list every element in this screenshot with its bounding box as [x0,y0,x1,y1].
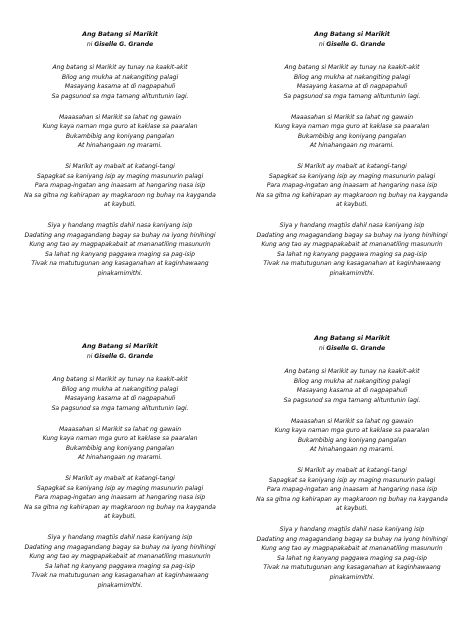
poem-author: ni Giselle G. Grande [318,344,386,352]
stanza-4 [240,525,464,583]
poem-line: at kaybuti. [335,505,369,513]
poem-line: Para mapag-ingatan ang inaasam at hangaring nasa isip [266,182,438,190]
poem-author: ni Giselle G. Grande [86,40,154,48]
stanza-2 [8,113,232,151]
stanza-4 [240,221,464,279]
poem-copy-bottom-right [240,334,464,593]
poem-line: Ang batang si Marikit ay tunay na kaakit-akit [52,376,188,384]
stanza-1 [240,63,464,101]
stanza-1 [8,375,232,413]
poem-header [240,334,464,353]
poem-line: Tivak na matutugunan ang kasaganahan at kaginhawaang [263,260,441,268]
stanza-1 [240,367,464,405]
stanza-4 [8,221,232,279]
poem-line: Siya y handang magtiis dahil nasa kaniyang isip [47,221,193,229]
poem-line: Maaasahan si Marikit sa lahat ng gawain [58,425,182,433]
poem-line: at kaybuti. [103,513,137,521]
poem-line: Ang batang si Marikit ay tunay na kaakit-akit [284,368,420,376]
poem-line: Maaasahan si Marikit sa lahat ng gawain [58,113,182,121]
stanza-3 [240,162,464,210]
poem-line: Si Marikit ay mabait at katangi-tangi [297,466,407,474]
poem-line: Bilog ang mukha at nakangiting palagi [61,385,179,393]
stanza-3 [8,162,232,210]
poem-copy-bottom-left [8,342,232,601]
poem-line: Sapagkat sa kaniyang isip ay maging masunurin palagi [36,172,204,180]
poem-line: Kung kaya naman mga guro at kaklase sa paaralan [274,427,430,435]
stanza-2 [240,417,464,455]
poem-line: Sa lahat ng kanyang paggawa maging sa pag-isip [45,562,195,570]
poem-line: Siya y handang magtiis dahil nasa kaniyang isip [47,533,193,541]
poem-line: Na sa gitna ng kahirapan ay magkaroon ng buhay na kayganda [256,191,448,199]
stanza-3 [240,466,464,514]
poem-line: Maaasahan si Marikit sa lahat ng gawain [290,417,414,425]
poem-line: Siya y handang magtiis dahil nasa kaniyang isip [279,221,425,229]
poem-header [8,342,232,361]
poem-line: Masayang kasama at di nagpapahuli [64,83,176,91]
poem-line: Bukambibig ang koniyang pangalan [297,132,407,140]
poem-line: Tivak na matutugunan ang kasaganahan at kaginhawaang [31,572,209,580]
poem-line: Sapagkat sa kaniyang isip ay maging masunurin palagi [36,484,204,492]
poem-author: ni Giselle G. Grande [318,40,386,48]
poem-line: Masayang kasama at di nagpapahuli [296,83,408,91]
poem-line: Maaasahan si Marikit sa lahat ng gawain [290,113,414,121]
poem-line: Sa lahat ng kanyang paggawa maging sa pag-isip [277,250,427,258]
poem-title: Ang Batang si Marikit [314,335,390,342]
poem-line: Dadating ang magagandang bagay sa buhay na iyong hinihingi [256,231,448,239]
poem-line: Si Marikit ay mabait at katangi-tangi [65,162,175,170]
poem-line: Na sa gitna ng kahirapan ay magkaroon ng buhay na kayganda [24,191,216,199]
poem-line: Masayang kasama at di nagpapahuli [296,387,408,395]
poem-line: Bukambibig ang koniyang pangalan [297,436,407,444]
poem-line: Ang batang si Marikit ay tunay na kaakit-akit [284,64,420,72]
stanza-3 [8,474,232,522]
poem-title: Ang Batang si Marikit [314,31,390,38]
poem-line: At hinahangaan ng marami. [309,142,395,150]
poem-line: Sa pagsunod sa mga tamang alituntunin lagi. [283,396,421,404]
poem-line: Bukambibig ang koniyang pangalan [65,132,175,140]
poem-line: At hinahangaan ng marami. [77,142,163,150]
poem-line: Na sa gitna ng kahirapan ay magkaroon ng buhay na kayganda [256,495,448,503]
stanza-4 [8,533,232,591]
poem-line: Kung kaya naman mga guro at kaklase sa paaralan [42,123,198,131]
poem-line: Sa lahat ng kanyang paggawa maging sa pag-isip [45,250,195,258]
poem-title: Ang Batang si Marikit [82,31,158,38]
poem-line: at kaybuti. [103,201,137,209]
poem-line: Sa pagsunod sa mga tamang alituntunin lagi. [51,404,189,412]
poem-line: pinakamimithi. [329,573,375,581]
poem-line: Para mapag-ingatan ang inaasam at hangaring nasa isip [34,494,206,502]
poem-line: Ang batang si Marikit ay tunay na kaakit-akit [52,64,188,72]
poem-line: Dadating ang magagandang bagay sa buhay na iyong hinihingi [24,543,216,551]
poem-line: Si Marikit ay mabait at katangi-tangi [65,474,175,482]
poem-line: pinakamimithi. [329,269,375,277]
poem-header [240,30,464,49]
stanza-1 [8,63,232,101]
poem-line: Para mapag-ingatan ang inaasam at hangaring nasa isip [266,486,438,494]
poem-line: Sapagkat sa kaniyang isip ay maging masunurin palagi [268,172,436,180]
poem-line: at kaybuti. [335,201,369,209]
stanza-2 [8,425,232,463]
poem-line: Na sa gitna ng kahirapan ay magkaroon ng buhay na kayganda [24,503,216,511]
poem-copy-top-right [240,30,464,289]
poem-author: ni Giselle G. Grande [86,352,154,360]
poem-copy-top-left [8,30,232,289]
poem-line: Kung ang tao ay magpapakabait at mananatiling masunurin [29,553,211,561]
poem-line: Kung ang tao ay magpapakabait at mananatiling masunurin [261,545,443,553]
poem-line: Siya y handang magtiis dahil nasa kaniyang isip [279,525,425,533]
poem-line: pinakamimithi. [97,581,143,589]
poem-line: Tivak na matutugunan ang kasaganahan at kaginhawaang [263,564,441,572]
poem-line: pinakamimithi. [97,269,143,277]
poem-line: At hinahangaan ng marami. [309,446,395,454]
poem-line: Kung kaya naman mga guro at kaklase sa paaralan [42,435,198,443]
poem-line: Sapagkat sa kaniyang isip ay maging masunurin palagi [268,476,436,484]
poem-line: Para mapag-ingatan ang inaasam at hangaring nasa isip [34,182,206,190]
poem-title: Ang Batang si Marikit [82,343,158,350]
poem-line: Bukambibig ang koniyang pangalan [65,444,175,452]
poem-line: At hinahangaan ng marami. [77,454,163,462]
stanza-2 [240,113,464,151]
poem-line: Sa lahat ng kanyang paggawa maging sa pag-isip [277,554,427,562]
poem-header [8,30,232,49]
poem-line: Si Marikit ay mabait at katangi-tangi [297,162,407,170]
poem-line: Tivak na matutugunan ang kasaganahan at kaginhawaang [31,260,209,268]
poem-line: Sa pagsunod sa mga tamang alituntunin lagi. [51,92,189,100]
poem-line: Bilog ang mukha at nakangiting palagi [61,73,179,81]
poem-line: Bilog ang mukha at nakangiting palagi [293,73,411,81]
poem-line: Dadating ang magagandang bagay sa buhay na iyong hinihingi [256,535,448,543]
poem-line: Kung kaya naman mga guro at kaklase sa paaralan [274,123,430,131]
poem-line: Kung ang tao ay magpapakabait at mananatiling masunurin [261,241,443,249]
poem-line: Kung ang tao ay magpapakabait at mananatiling masunurin [29,241,211,249]
poem-line: Masayang kasama at di nagpapahuli [64,395,176,403]
poem-line: Sa pagsunod sa mga tamang alituntunin lagi. [283,92,421,100]
poem-line: Dadating ang magagandang bagay sa buhay na iyong hinihingi [24,231,216,239]
poem-line: Bilog ang mukha at nakangiting palagi [293,377,411,385]
